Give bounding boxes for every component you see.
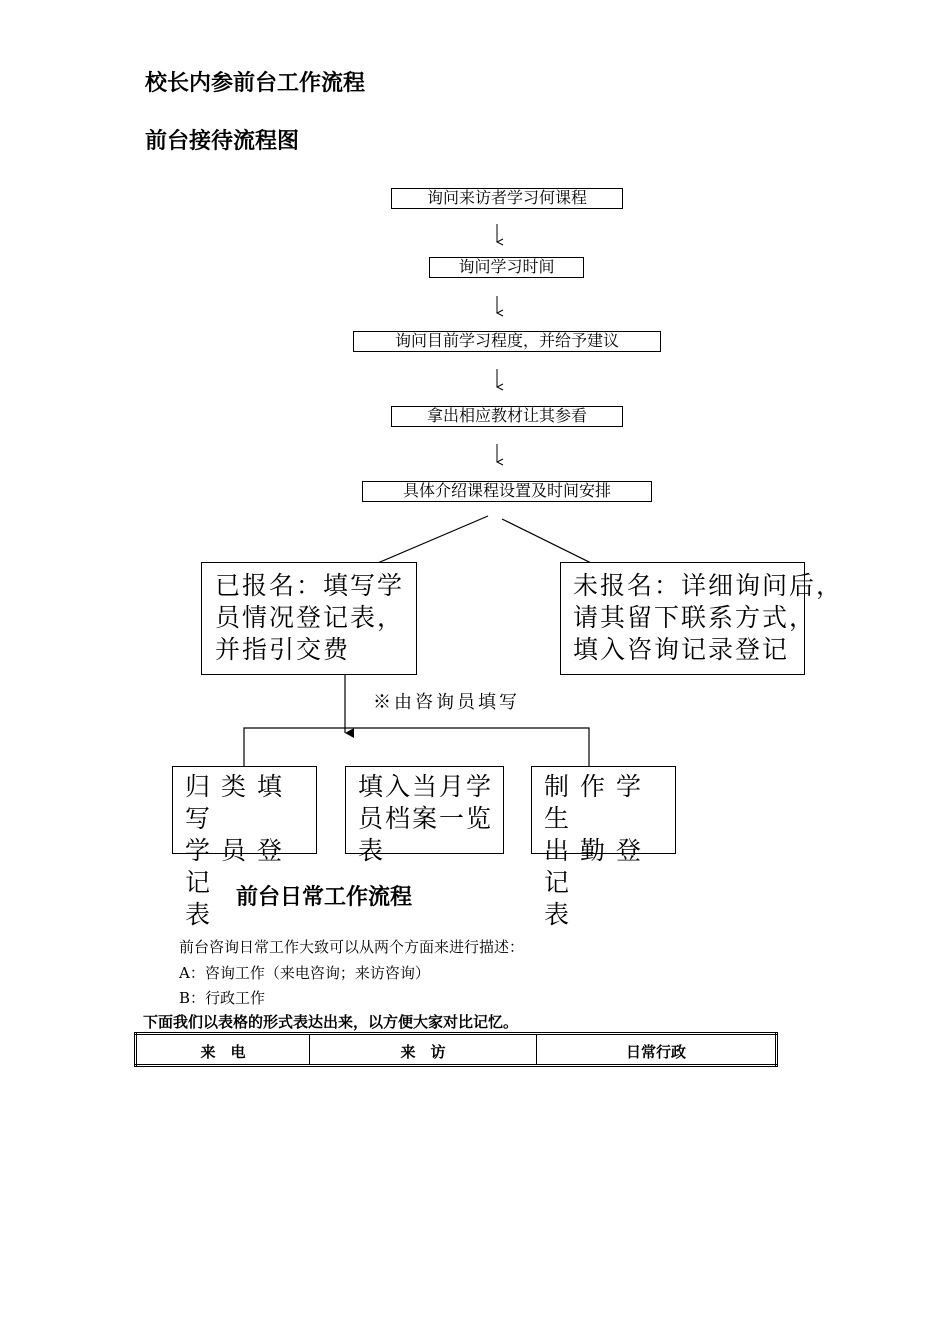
task-box-2 (345, 766, 504, 865)
flow-step-2: 询问学习时间 (429, 257, 584, 278)
daily-item-a: A：咨询工作（来电咨询；来访咨询） (179, 964, 430, 982)
branch-unregistered-text: 未报名：详细询问后， 请其留下联系方式， 填入咨询记录登记 (573, 571, 844, 664)
flow-step-4: 拿出相应教材让其参看 (391, 406, 623, 427)
task-1-text: 归类填写 学员登记 表 (185, 772, 294, 929)
section-title-daily-workflow: 前台日常工作流程 (236, 885, 413, 910)
task-distribution-bracket (244, 728, 589, 766)
table-header-row (136, 1034, 777, 1066)
flow-step-3: 询问目前学习程度，并给予建议 (353, 331, 661, 352)
daily-item-b: B：行政工作 (179, 989, 266, 1007)
task-box-3 (531, 766, 676, 929)
note-filled-by-consultant: ※由咨询员填写 (373, 692, 520, 713)
header-admin: 日常行政 (537, 1034, 777, 1066)
header-phone: 来 电 (136, 1034, 310, 1066)
daily-intro: 前台咨询日常工作大致可以从两个方面来进行描述： (179, 938, 525, 956)
header-visit: 来 访 (310, 1034, 537, 1066)
table-intro: 下面我们以表格的形式表达出来，以方便大家对比记忆。 (143, 1013, 519, 1031)
daily-work-table (134, 1032, 778, 1067)
branch-registered-text: 已报名：填写学 员情况登记表， 并指引交费 (215, 571, 405, 664)
task-2-text: 填入当月学 员档案一览 表 (358, 772, 494, 865)
task-box-1 (172, 766, 317, 929)
task-3-text: 制作学生 出勤登记 表 (544, 772, 653, 929)
flow-step-5: 具体介绍课程设置及时间安排 (362, 481, 652, 502)
section-title-reception-flowchart: 前台接待流程图 (145, 129, 300, 154)
page-title: 校长内参前台工作流程 (145, 71, 366, 96)
flow-step-1: 询问来访者学习何课程 (391, 188, 623, 209)
